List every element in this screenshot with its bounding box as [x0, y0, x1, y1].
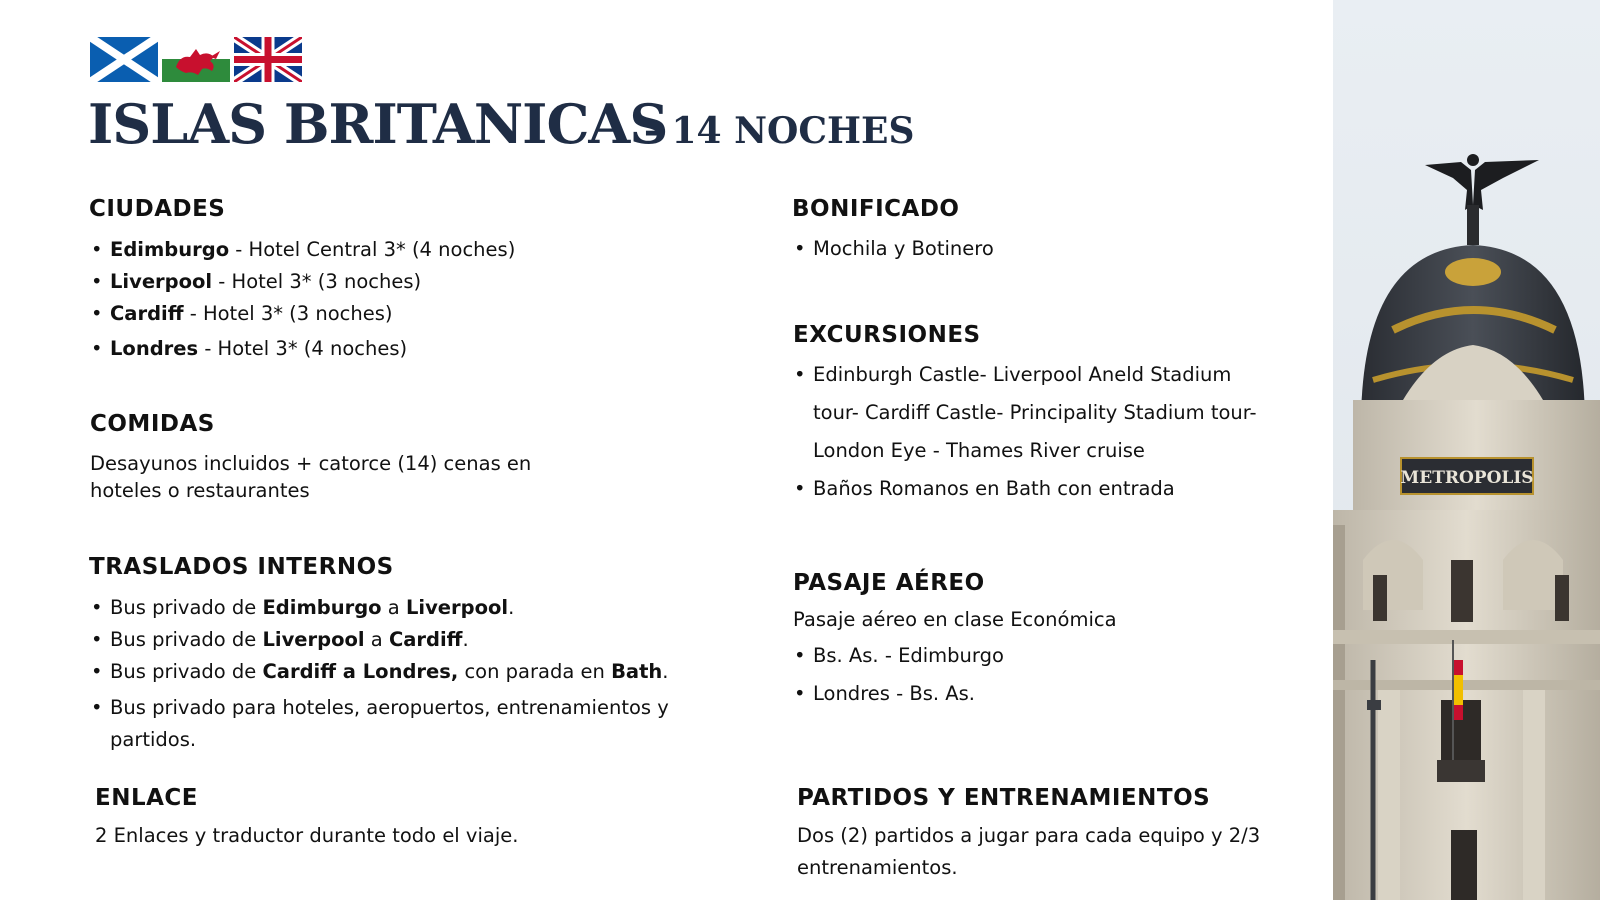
list-item: • Londres - Hotel 3* (4 noches)	[89, 337, 515, 369]
flags-row	[90, 37, 302, 82]
comidas-heading: COMIDAS	[90, 411, 215, 437]
list-item: • Bus privado de Liverpool a Cardiff.	[89, 628, 729, 660]
comidas-text-line1: Desayunos incluidos + catorce (14) cenas en	[90, 452, 532, 475]
uk-flag-icon	[234, 37, 302, 82]
metropolis-sign: METROPOLIS	[1400, 468, 1534, 488]
enlace-heading: ENLACE	[95, 785, 199, 811]
ciudades-heading: CIUDADES	[89, 196, 226, 222]
bonificado-list	[792, 237, 994, 260]
traslados-heading: TRASLADOS INTERNOS	[89, 554, 394, 580]
list-item: • Bs. As. - Edimburgo	[792, 644, 1004, 682]
list-item: • Londres - Bs. As.	[792, 682, 1004, 720]
excursiones-list	[792, 356, 1262, 508]
list-item: • Bus privado para hoteles, aeropuertos, entrenamientos y partidos.	[89, 692, 720, 756]
pasaje-heading: PASAJE AÉREO	[793, 570, 985, 596]
comidas-text-line2: hoteles o restaurantes	[90, 479, 310, 502]
list-item: • Baños Romanos en Bath con entrada	[792, 470, 1262, 508]
enlace-text: 2 Enlaces y traductor durante todo el viaje.	[95, 824, 519, 847]
scotland-flag-icon	[90, 37, 158, 82]
pasaje-list	[792, 644, 1004, 720]
partidos-text-line1: Dos (2) partidos a jugar para cada equipo y 2/3	[797, 824, 1261, 847]
list-item: • Liverpool - Hotel 3* (3 noches)	[89, 270, 515, 302]
partidos-text-line2: entrenamientos.	[797, 856, 958, 879]
bonificado-heading: BONIFICADO	[792, 196, 960, 222]
ciudades-list	[89, 238, 515, 369]
list-item: • Edinburgh Castle- Liverpool Aneld Stadium tour- Cardiff Castle- Principality Stadium tour- London Eye - Thames River cruise	[792, 356, 1262, 470]
list-item: • Edimburgo - Hotel Central 3* (4 noches)	[89, 238, 515, 270]
list-item: • Bus privado de Edimburgo a Liverpool.	[89, 596, 729, 628]
page-subtitle: - 14 NOCHES	[644, 110, 915, 152]
excursiones-heading: EXCURSIONES	[793, 322, 981, 348]
page-title: ISLAS BRITANICAS	[88, 92, 668, 156]
pasaje-text: Pasaje aéreo en clase Económica	[793, 608, 1117, 631]
traslados-list	[89, 596, 729, 756]
metropolis-building-photo-icon	[1333, 0, 1600, 900]
wales-flag-icon	[162, 37, 230, 82]
list-item: • Cardiff - Hotel 3* (3 noches)	[89, 302, 515, 337]
partidos-heading: PARTIDOS Y ENTRENAMIENTOS	[797, 785, 1211, 811]
list-item: • Bus privado de Cardiff a Londres, con parada en Bath.	[89, 660, 729, 692]
list-item: • Mochila y Botinero	[792, 237, 994, 260]
